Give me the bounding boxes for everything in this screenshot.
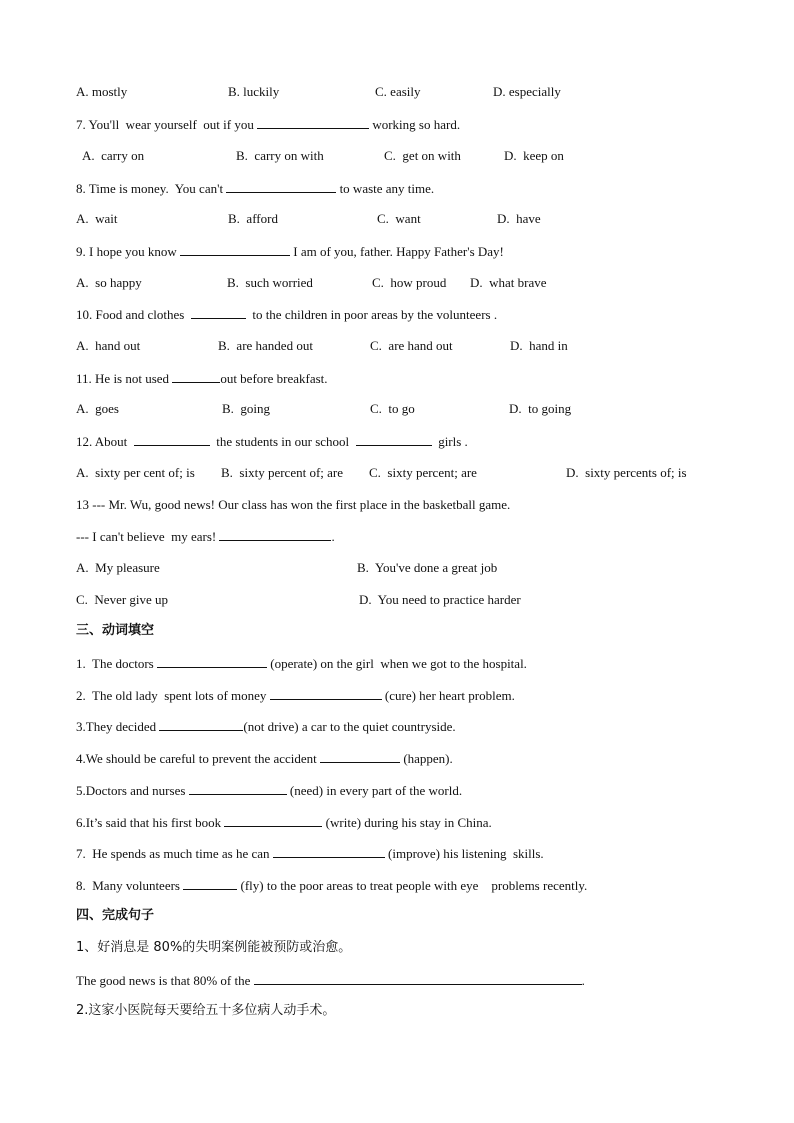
section4-title: 四、完成句子 — [76, 908, 155, 923]
s3-item-6: 6.It’s said that his first book (write) during his stay in China. — [76, 815, 492, 830]
s4-q1-chinese: 1、好消息是 80%的失明案例能被预防或治愈。 — [76, 940, 352, 955]
q13-question: 13 --- Mr. Wu, good news! Our class has won the first place in the basketball game. — [76, 497, 511, 512]
answer-blank[interactable] — [189, 782, 287, 795]
s3-item-1: 1. The doctors (operate) on the girl when we got to the hospital. — [76, 656, 527, 671]
q13-option-c: C. Never give up — [76, 592, 169, 607]
q7-option-b: B. carry on with — [236, 148, 324, 163]
s3-item-2: 2. The old lady spent lots of money (cure) her heart problem. — [76, 688, 515, 703]
q7-option-d: D. keep on — [504, 148, 564, 163]
q9-option-a: A. so happy — [76, 275, 142, 290]
q9-option-c: C. how proud — [372, 275, 447, 290]
q11-question: 11. He is not used out before breakfast. — [76, 371, 328, 386]
q6-option-d: D. especially — [493, 84, 561, 99]
answer-blank[interactable] — [226, 180, 336, 193]
answer-blank[interactable] — [159, 718, 243, 731]
answer-blank[interactable] — [273, 845, 385, 858]
section3-title: 三、动词填空 — [76, 623, 155, 638]
q11-option-b: B. going — [222, 401, 271, 416]
s3-item-5: 5.Doctors and nurses (need) in every part of the world. — [76, 783, 463, 798]
q9-option-b: B. such worried — [227, 275, 313, 290]
q7-option-c: C. get on with — [384, 148, 461, 163]
s3-item-3: 3.They decided (not drive) a car to the quiet countryside. — [76, 719, 456, 734]
q13-option-d: D. You need to practice harder — [359, 592, 521, 607]
q12-option-b: B. sixty percent of; are — [221, 465, 344, 480]
q13-option-a: A. My pleasure — [76, 560, 160, 575]
q10-option-c: C. are hand out — [370, 338, 453, 353]
answer-blank[interactable] — [320, 750, 400, 763]
s4-q1-english: The good news is that 80% of the . — [76, 973, 585, 988]
q13-option-b: B. You've done a great job — [357, 560, 498, 575]
answer-blank[interactable] — [180, 243, 290, 256]
q12-option-c: C. sixty percent; are — [369, 465, 477, 480]
q10-option-b: B. are handed out — [218, 338, 313, 353]
answer-blank[interactable] — [224, 814, 322, 827]
answer-blank[interactable] — [157, 655, 267, 668]
q6-option-b: B. luckily — [228, 84, 280, 99]
q10-question: 10. Food and clothes to the children in poor areas by the volunteers . — [76, 307, 498, 322]
q11-option-d: D. to going — [509, 401, 572, 416]
q10-option-d: D. hand in — [510, 338, 568, 353]
answer-blank[interactable] — [183, 877, 237, 890]
q6-option-a: A. mostly — [76, 84, 128, 99]
s3-item-4: 4.We should be careful to prevent the accident (happen). — [76, 751, 453, 766]
answer-blank[interactable] — [191, 306, 246, 319]
q8-question: 8. Time is money. You can't to waste any time. — [76, 181, 435, 196]
answer-blank[interactable] — [134, 433, 210, 446]
q9-question: 9. I hope you know I am of you, father. Happy Father's Day! — [76, 244, 504, 259]
q11-option-c: C. to go — [370, 401, 415, 416]
q8-option-b: B. afford — [228, 211, 278, 226]
answer-blank[interactable] — [172, 370, 220, 383]
q12-question: 12. About the students in our school girls . — [76, 434, 468, 449]
q7-question: 7. You'll wear yourself out if you working so hard. — [76, 117, 461, 132]
answer-blank[interactable] — [219, 528, 331, 541]
q6-option-c: C. easily — [375, 84, 421, 99]
s4-q2-chinese: 2.这家小医院每天要给五十多位病人动手术。 — [76, 1003, 336, 1018]
answer-blank[interactable] — [254, 972, 582, 985]
q12-option-d: D. sixty percents of; is — [566, 465, 687, 480]
q11-option-a: A. goes — [76, 401, 119, 416]
answer-blank[interactable] — [257, 116, 369, 129]
q12-option-a: A. sixty per cent of; is — [76, 465, 195, 480]
answer-blank[interactable] — [356, 433, 432, 446]
q8-option-c: C. want — [377, 211, 421, 226]
q10-option-a: A. hand out — [76, 338, 141, 353]
q8-option-a: A. wait — [76, 211, 118, 226]
s3-item-7: 7. He spends as much time as he can (improve) his listening skills. — [76, 846, 544, 861]
q8-option-d: D. have — [497, 211, 541, 226]
q7-option-a: A. carry on — [82, 148, 145, 163]
answer-blank[interactable] — [270, 687, 382, 700]
s3-item-8: 8. Many volunteers (fly) to the poor areas to treat people with eye problems recently. — [76, 878, 588, 893]
q13-reply: --- I can't believe my ears! . — [76, 529, 335, 544]
q9-option-d: D. what brave — [470, 275, 547, 290]
